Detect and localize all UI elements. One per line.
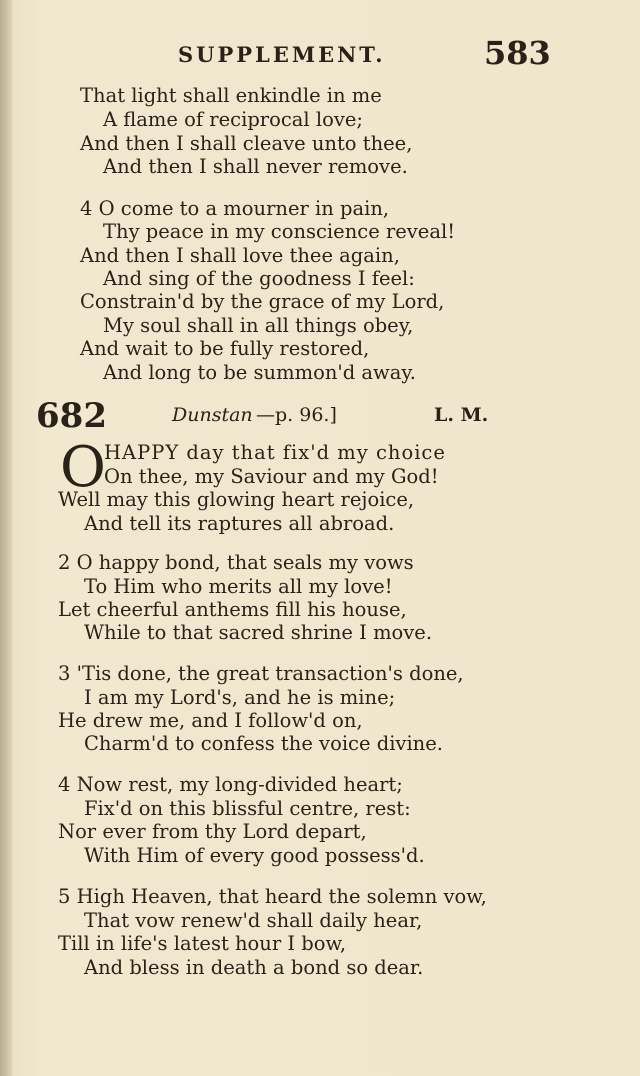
hymn-number: 682 xyxy=(36,396,107,436)
verse-line: 4 O come to a mourner in pain, xyxy=(80,197,390,220)
verse-line: My soul shall in all things obey, xyxy=(103,314,414,337)
verse-line: And long to be summon'd away. xyxy=(103,361,416,384)
tune-reference: —p. 96.] xyxy=(256,404,337,426)
verse-line: And wait to be fully restored, xyxy=(80,337,370,360)
verse-line: And then I shall cleave unto thee, xyxy=(80,132,413,155)
verse-line: With Him of every good possess'd. xyxy=(84,844,425,867)
verse-line: On thee, my Saviour and my God! xyxy=(104,465,439,488)
verse-line: While to that sacred shrine I move. xyxy=(84,621,433,644)
verse-line: Thy peace in my conscience reveal! xyxy=(103,220,456,243)
verse-line: Well may this glowing heart rejoice, xyxy=(58,488,415,511)
running-head: SUPPLEMENT. xyxy=(178,42,386,67)
verse-line: A flame of reciprocal love; xyxy=(103,108,363,131)
verse-line: 2 O happy bond, that seals my vows xyxy=(58,551,414,574)
verse-line: And then I shall never remove. xyxy=(103,155,408,178)
verse-line: Fix'd on this blissful centre, rest: xyxy=(84,797,411,820)
verse-line: Till in life's latest hour I bow, xyxy=(58,932,347,955)
page-number: 583 xyxy=(484,34,551,72)
verse-line: I am my Lord's, and he is mine; xyxy=(84,686,396,709)
verse-line: To Him who merits all my love! xyxy=(84,575,393,598)
verse-line: HAPPY day that fix'd my choice xyxy=(104,441,446,464)
verse-line: Constrain'd by the grace of my Lord, xyxy=(80,290,445,313)
verse-line: And tell its raptures all abroad. xyxy=(84,512,395,535)
verse-line: And then I shall love thee again, xyxy=(80,244,400,267)
verse-line: And bless in death a bond so dear. xyxy=(84,956,424,979)
page-gutter xyxy=(0,0,12,1076)
verse-line: Charm'd to confess the voice divine. xyxy=(84,732,443,755)
verse-line: Let cheerful anthems fill his house, xyxy=(58,598,407,621)
verse-line: And sing of the goodness I feel: xyxy=(103,267,415,290)
drop-cap: O xyxy=(60,435,106,500)
page-header xyxy=(0,34,640,74)
meter: L. M. xyxy=(434,404,489,426)
verse-line: He drew me, and I follow'd on, xyxy=(58,709,363,732)
verse-line: That light shall enkindle in me xyxy=(80,84,382,107)
verse-line: 4 Now rest, my long-divided heart; xyxy=(58,773,403,796)
verse-line: 3 'Tis done, the great transaction's done, xyxy=(58,662,464,685)
verse-line: Nor ever from thy Lord depart, xyxy=(58,820,367,843)
hymn-heading xyxy=(0,396,640,440)
tune-name: Dunstan xyxy=(172,404,253,426)
verse-line: 5 High Heaven, that heard the solemn vow, xyxy=(58,885,487,908)
verse-line: That vow renew'd shall daily hear, xyxy=(84,909,423,932)
